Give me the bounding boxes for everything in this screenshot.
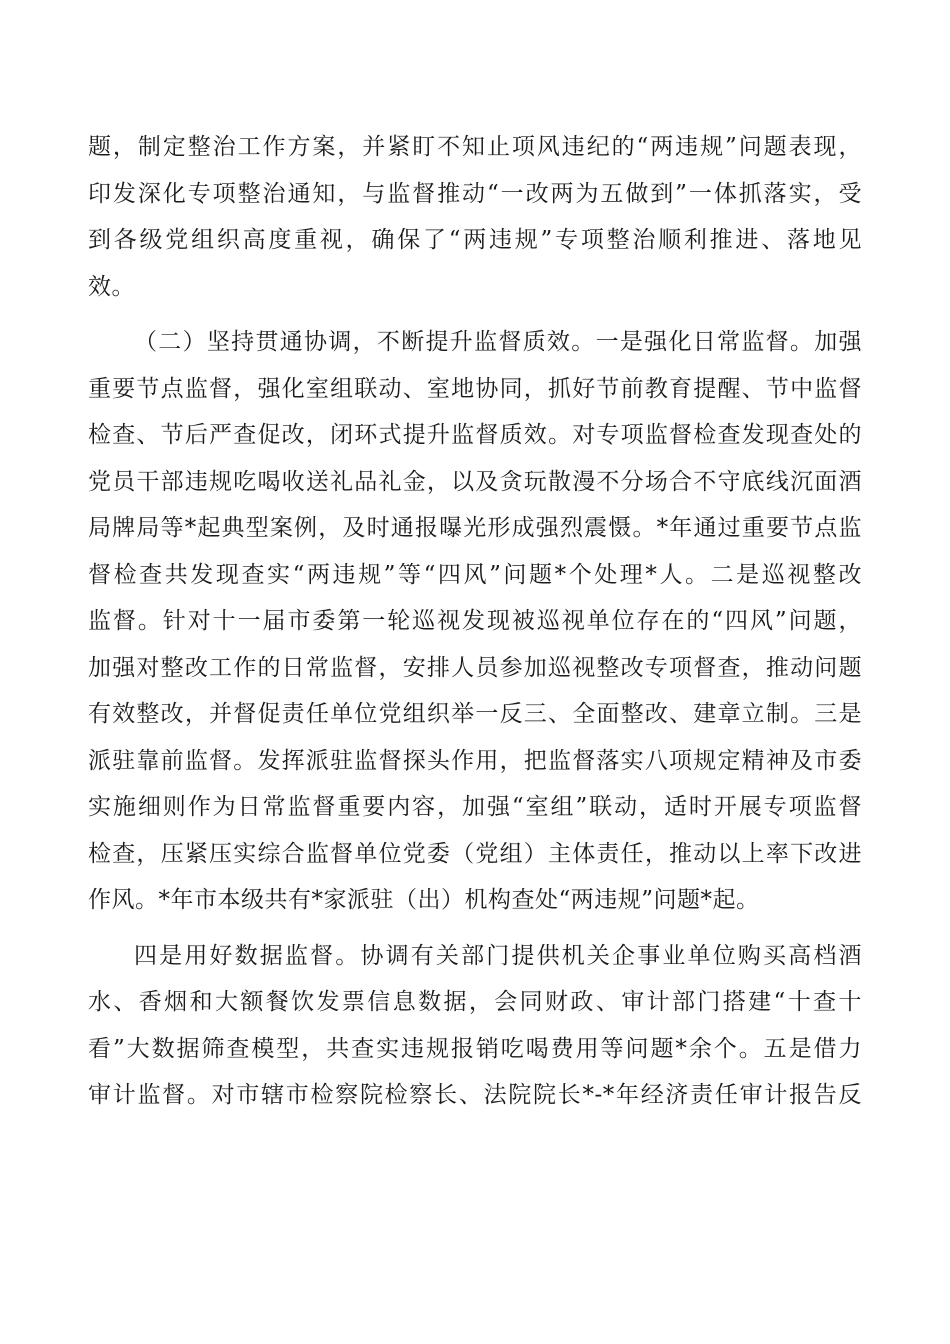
text-line: （二）坚持贯通协调，不断提升监督质效。一是强化日常监督。加强: [134, 329, 862, 355]
text-line: 派驻靠前监督。发挥派驻监督探头作用，把监督落实八项规定精神及市委: [88, 747, 862, 774]
text-line: 实施细则作为日常监督重要内容，加强“室组”联动，适时开展专项监督: [88, 794, 862, 820]
text-line: 检查，压紧压实综合监督单位党委（党组）主体责任，推动以上率下改进: [88, 840, 862, 867]
text-line: 题，制定整治工作方案，并紧盯不知止项风违纪的“两违规”问题表现，: [88, 134, 862, 160]
text-line: 到各级党组织高度重视，确保了“两违规”专项整治顺利推进、落地见: [88, 227, 862, 253]
paragraph-3: [88, 933, 862, 1119]
text-line: 有效整改，并督促责任单位党组织举一反三、全面整改、建章立制。三是: [88, 701, 862, 727]
text-line: 党员干部违规吃喝收送礼品礼金，以及贪玩散漫不分场合不守底线沉面酒: [88, 468, 862, 495]
text-line: 局牌局等*起典型案例，及时通报曝光形成强烈震慑。*年通过重要节点监: [88, 515, 862, 541]
text-line: 水、香烟和大额餐饮发票信息数据，会同财政、审计部门搭建“十查十: [88, 989, 862, 1015]
text-line: 重要节点监督，强化室组联动、室地协同，抓好节前教育提醒、节中监督: [88, 375, 862, 402]
text-line: 检查、节后严查促改，闭环式提升监督质效。对专项监督检查发现查处的: [88, 422, 862, 448]
paragraph-2: [88, 319, 862, 924]
text-line: 作风。*年市本级共有*家派驻（出）机构查处“两违规”问题*起。: [88, 887, 760, 913]
document-body: [88, 124, 862, 1119]
text-line: 督检查共发现查实“两违规”等“四风”问题*个处理*人。二是巡视整改: [88, 561, 862, 588]
paragraph-1: [88, 124, 862, 310]
text-line: 印发深化专项整治通知，与监督推动“一改两为五做到”一体抓落实，受: [88, 180, 862, 207]
text-line: 监督。针对十一届市委第一轮巡视发现被巡视单位存在的“四风”问题，: [88, 608, 862, 634]
text-line: 效。: [88, 273, 135, 300]
text-line: 加强对整改工作的日常监督，安排人员参加巡视整改专项督查，推动问题: [88, 654, 862, 681]
text-line: 看”大数据筛查模型，共查实违规报销吃喝费用等问题*余个。五是借力: [88, 1035, 862, 1062]
text-line: 四是用好数据监督。协调有关部门提供机关企事业单位购买高档酒: [134, 942, 862, 969]
text-line: 审计监督。对市辖市检察院检察长、法院院长*-*年经济责任审计报告反: [88, 1082, 862, 1108]
